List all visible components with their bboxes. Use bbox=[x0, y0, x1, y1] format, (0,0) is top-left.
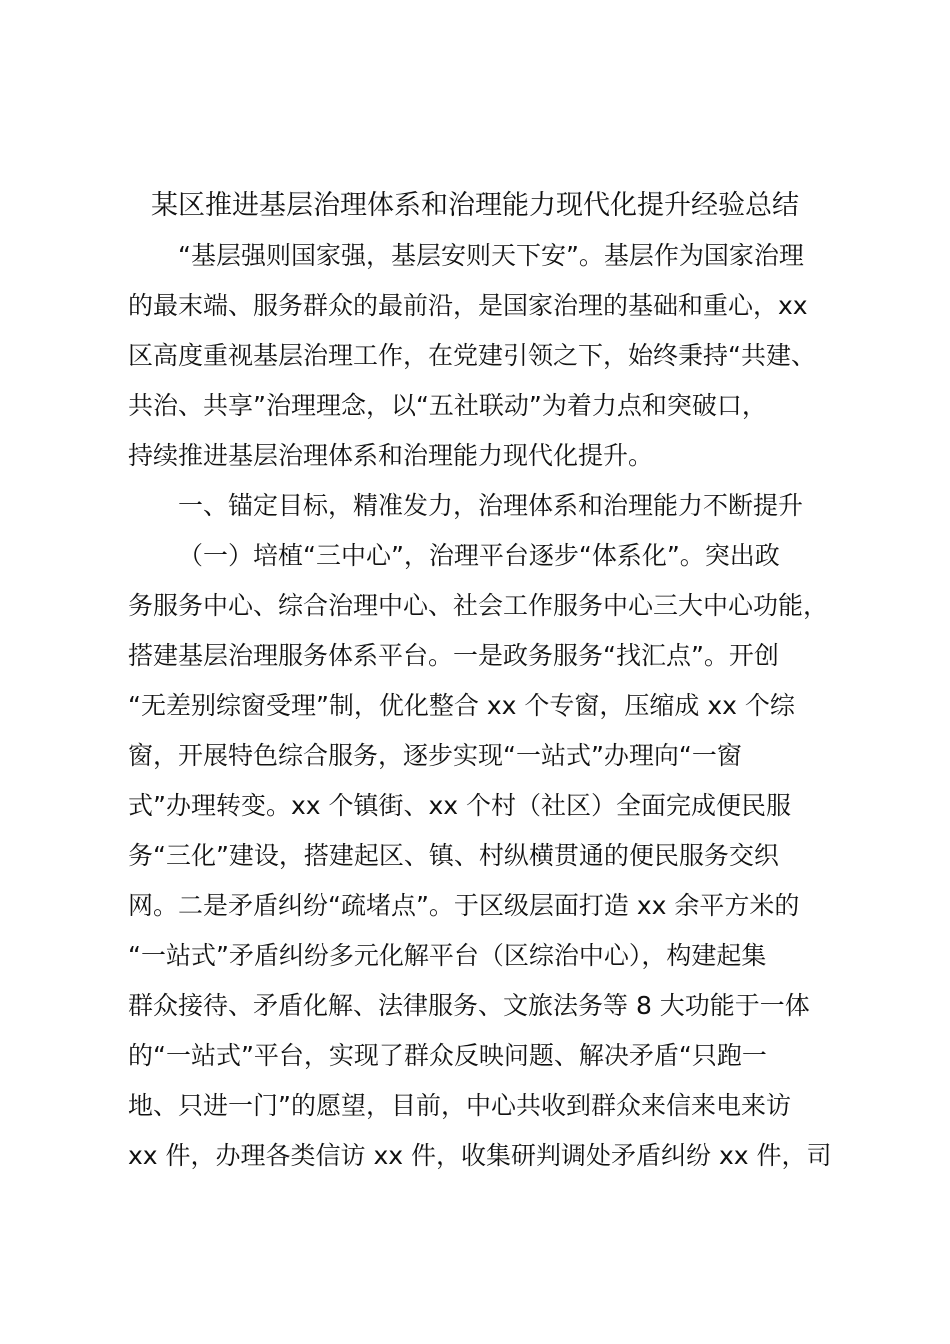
paragraph-line: 地、只进一门”的愿望，目前，中心共收到群众来信来电来访 bbox=[128, 1091, 791, 1120]
paragraph-line: 网。二是矛盾纠纷“疏堵点”。于区级层面打造 xx 余平方米的 bbox=[128, 891, 800, 920]
paragraph-line: 的“一站式”平台，实现了群众反映问题、解决矛盾“只跑一 bbox=[128, 1041, 767, 1070]
paragraph-line: “基层强则国家强，基层安则天下安”。基层作为国家治理 bbox=[178, 241, 804, 270]
section-heading: 一、锚定目标，精准发力，治理体系和治理能力不断提升 bbox=[178, 491, 804, 520]
paragraph-line: 务“三化”建设，搭建起区、镇、村纵横贯通的便民服务交织 bbox=[128, 841, 779, 870]
paragraph-line: 搭建基层治理服务体系平台。一是政务服务“找汇点”。开创 bbox=[128, 641, 779, 670]
paragraph-line: 共治、共享”治理理念，以“五社联动”为着力点和突破口， bbox=[128, 391, 767, 420]
paragraph-line: 式”办理转变。xx 个镇街、xx 个村（社区）全面完成便民服 bbox=[128, 791, 792, 820]
paragraph-line: 群众接待、矛盾化解、法律服务、文旅法务等 8 大功能于一体 bbox=[128, 991, 810, 1020]
paragraph-line: “一站式”矛盾纠纷多元化解平台（区综治中心），构建起集 bbox=[128, 941, 767, 970]
paragraph-line: “无差别综窗受理”制，优化整合 xx 个专窗，压缩成 xx 个综 bbox=[128, 691, 795, 720]
paragraph-line: 务服务中心、综合治理中心、社会工作服务中心三大中心功能， bbox=[128, 591, 829, 620]
document-title: 某区推进基层治理体系和治理能力现代化提升经验总结 bbox=[151, 190, 799, 221]
paragraph-line: 区高度重视基层治理工作，在党建引领之下，始终秉持“共建、 bbox=[128, 341, 816, 370]
paragraph-line: xx 件，办理各类信访 xx 件，收集研判调处矛盾纠纷 xx 件，司 bbox=[128, 1141, 832, 1170]
paragraph-line: 窗，开展特色综合服务，逐步实现“一站式”办理向“一窗 bbox=[128, 741, 742, 770]
paragraph-line: 持续推进基层治理体系和治理能力现代化提升。 bbox=[128, 441, 654, 470]
subsection-heading-line: （一）培植“三中心”，治理平台逐步“体系化”。突出政 bbox=[178, 541, 780, 570]
paragraph-line: 的最末端、服务群众的最前沿，是国家治理的基础和重心，xx bbox=[128, 291, 808, 320]
